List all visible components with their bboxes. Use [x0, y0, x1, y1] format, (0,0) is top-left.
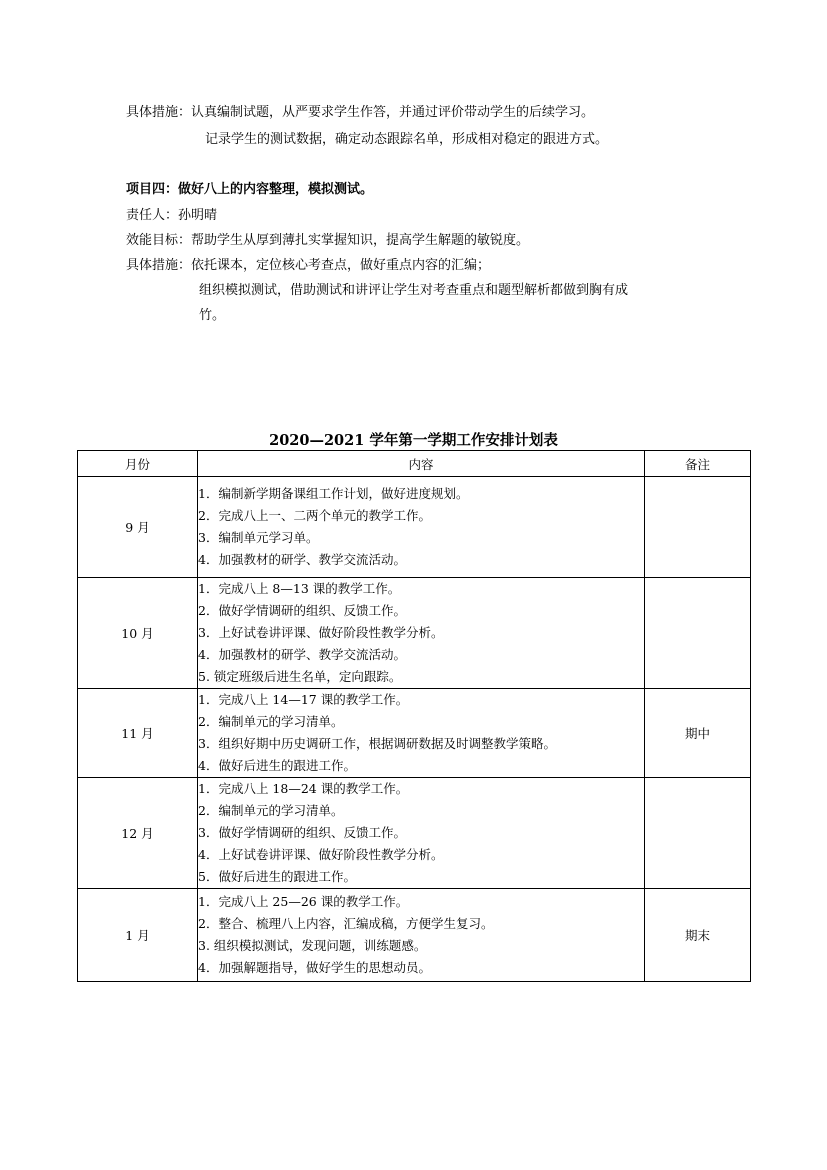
note-cell [645, 578, 751, 689]
list-item: 4．上好试卷讲评课、做好阶段性教学分析。 [198, 847, 444, 862]
table-row [78, 689, 751, 778]
table-title: 2020—2021 学年第一学期工作安排计划表 [269, 432, 558, 449]
list-item: 3．做好学情调研的组织、反馈工作。 [198, 825, 406, 840]
note-cell [645, 778, 751, 889]
list-item: 2．整合、梳理八上内容，汇编成稿，方便学生复习。 [198, 916, 494, 931]
header-note: 备注 [645, 451, 751, 477]
list-item: 5．做好后进生的跟进工作。 [198, 869, 356, 884]
list-item: 2．编制单元的学习清单。 [198, 714, 344, 729]
month-cell: 1 月 [78, 889, 198, 982]
month-cell: 10 月 [78, 578, 198, 689]
table-row [78, 889, 751, 982]
measures2-line-1: 具体措施：依托课本，定位核心考查点，做好重点内容的汇编； [126, 258, 491, 273]
note-cell [645, 477, 751, 578]
month-cell: 9 月 [78, 477, 198, 578]
content-cell [198, 778, 645, 889]
content-cell [198, 689, 645, 778]
measures2-line-2: 组织模拟测试，借助测试和讲评让学生对考查重点和题型解析都做到胸有成 [199, 283, 629, 298]
list-item: 1．完成八上 8—13 课的教学工作。 [198, 581, 401, 596]
month-cell: 12 月 [78, 778, 198, 889]
table-header-row [78, 451, 751, 477]
list-item: 1．完成八上 18—24 课的教学工作。 [198, 781, 409, 796]
header-content: 内容 [198, 451, 645, 477]
table-row [78, 477, 751, 578]
list-item: 3．编制单元学习单。 [198, 530, 319, 545]
list-item: 3．上好试卷讲评课、做好阶段性教学分析。 [198, 625, 444, 640]
efficiency-goal: 效能目标：帮助学生从厚到薄扎实掌握知识，提高学生解题的敏锐度。 [126, 233, 530, 248]
measures-line-1: 具体措施：认真编制试题，从严要求学生作答，并通过评价带动学生的后续学习。 [126, 105, 595, 120]
content-cell [198, 889, 645, 982]
list-item: 4．加强解题指导，做好学生的思想动员。 [198, 960, 431, 975]
list-item: 4．加强教材的研学、教学交流活动。 [198, 647, 406, 662]
list-item: 2．编制单元的学习清单。 [198, 803, 344, 818]
note-cell: 期中 [645, 689, 751, 778]
responsible-person: 责任人：孙明晴 [126, 208, 218, 223]
list-item: 1．完成八上 25—26 课的教学工作。 [198, 894, 409, 909]
list-item: 4．加强教材的研学、教学交流活动。 [198, 552, 406, 567]
list-item: 3. 组织模拟测试，发现问题，训练题感。 [198, 938, 427, 953]
list-item: 5. 锁定班级后进生名单，定向跟踪。 [198, 669, 402, 684]
content-cell [198, 578, 645, 689]
note-cell: 期末 [645, 889, 751, 982]
header-month: 月份 [78, 451, 198, 477]
month-cell: 11 月 [78, 689, 198, 778]
measures2-line-3: 竹。 [199, 308, 226, 323]
list-item: 2．做好学情调研的组织、反馈工作。 [198, 603, 406, 618]
table-row [78, 778, 751, 889]
table-row [78, 578, 751, 689]
list-item: 2．完成八上一、二两个单元的教学工作。 [198, 508, 431, 523]
content-cell [198, 477, 645, 578]
list-item: 4．做好后进生的跟进工作。 [198, 758, 356, 773]
list-item: 1．完成八上 14—17 课的教学工作。 [198, 692, 409, 707]
work-plan-table [77, 450, 751, 982]
project4-title: 项目四：做好八上的内容整理，模拟测试。 [126, 182, 374, 197]
list-item: 1．编制新学期备课组工作计划，做好进度规划。 [198, 486, 469, 501]
measures-line-2: 记录学生的测试数据，确定动态跟踪名单，形成相对稳定的跟进方式。 [205, 132, 609, 147]
list-item: 3．组织好期中历史调研工作，根据调研数据及时调整教学策略。 [198, 736, 556, 751]
